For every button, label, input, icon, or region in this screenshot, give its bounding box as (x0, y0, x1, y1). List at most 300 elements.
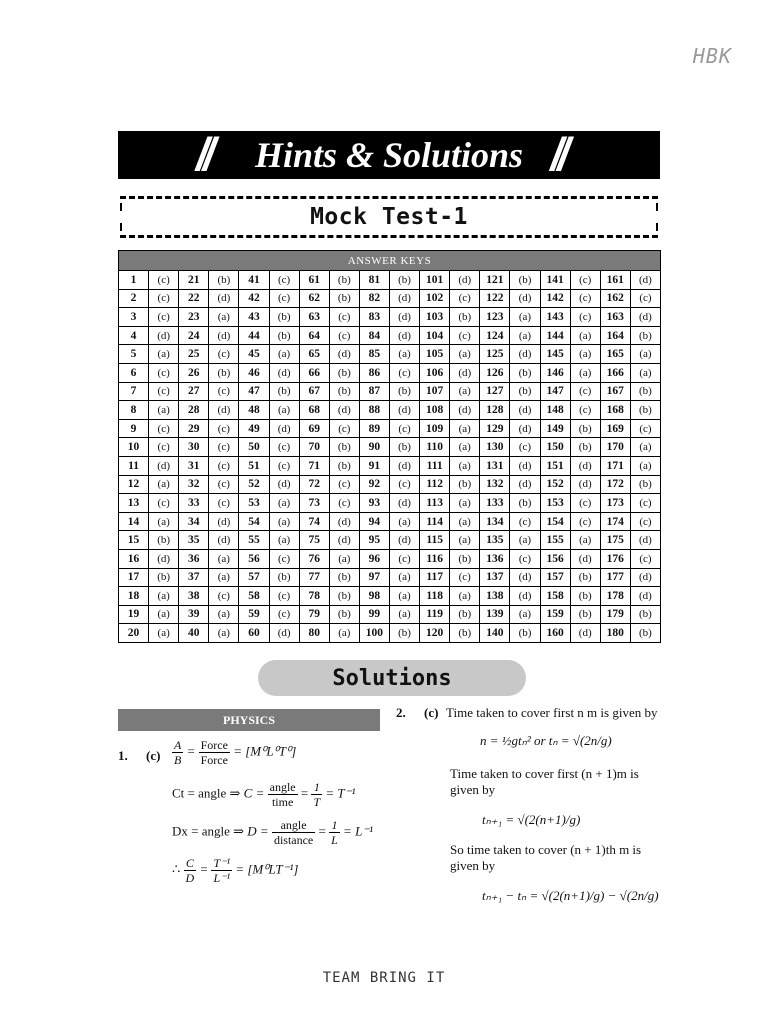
banner-slash-left: // (196, 128, 210, 180)
answer-cell: (a) (630, 456, 660, 475)
answer-cell: (c) (510, 512, 540, 531)
answer-cell: (c) (209, 587, 239, 606)
question-number-cell: 63 (299, 308, 329, 327)
question-number-cell: 120 (420, 624, 450, 643)
answer-cell: (b) (630, 401, 660, 420)
answer-cell: (c) (510, 549, 540, 568)
answer-cell: (d) (389, 531, 419, 550)
question-number-cell: 102 (420, 289, 450, 308)
answer-cell: (b) (209, 271, 239, 290)
question-number-cell: 155 (540, 531, 570, 550)
answer-cell: (d) (510, 587, 540, 606)
question-number-cell: 101 (420, 271, 450, 290)
answer-cell: (d) (630, 271, 660, 290)
question-number-cell: 35 (179, 531, 209, 550)
question-number-cell: 137 (480, 568, 510, 587)
answer-cell: (c) (630, 512, 660, 531)
question-number-cell: 30 (179, 438, 209, 457)
question-number-cell: 109 (420, 419, 450, 438)
question-number-cell: 145 (540, 345, 570, 364)
question-number-cell: 122 (480, 289, 510, 308)
answer-cell: (b) (269, 568, 299, 587)
answer-cell: (b) (329, 605, 359, 624)
answer-cell: (c) (209, 494, 239, 513)
q2-eq2: tₙ₊₁ = √(2(n+1)/g) (482, 812, 581, 827)
answer-cell: (c) (570, 289, 600, 308)
question-number-cell: 177 (600, 568, 630, 587)
answer-cell: (a) (570, 363, 600, 382)
question-number-cell: 117 (420, 568, 450, 587)
question-number-cell: 144 (540, 326, 570, 345)
q2-text2: Time taken to cover first (n + 1)m is given by (450, 766, 639, 797)
question-number-cell: 149 (540, 419, 570, 438)
question-number-cell: 118 (420, 587, 450, 606)
question-number-cell: 32 (179, 475, 209, 494)
q2-text1: Time taken to cover first n m is given by (446, 705, 658, 720)
answer-cell: (d) (510, 345, 540, 364)
question-number-cell: 121 (480, 271, 510, 290)
question-number-cell: 146 (540, 363, 570, 382)
question-number-cell: 94 (359, 512, 389, 531)
question-number-cell: 23 (179, 308, 209, 327)
table-row (119, 271, 661, 290)
answer-cell: (c) (329, 475, 359, 494)
banner-slash-right: // (550, 128, 564, 180)
q1-line2: Ct = angle ⇒ C = $\frac{\text{angle}}{\text{time}}$ = $\frac{1}{T}$ = T⁻¹ (172, 780, 356, 809)
question-number-cell: 152 (540, 475, 570, 494)
question-number-cell: 24 (179, 326, 209, 345)
answer-cell: (a) (149, 475, 179, 494)
answer-cell: (a) (149, 624, 179, 643)
question-number-cell: 178 (600, 587, 630, 606)
answer-cell: (b) (269, 382, 299, 401)
question-number-cell: 61 (299, 271, 329, 290)
answer-cell: (a) (329, 624, 359, 643)
q2-number: 2. (396, 705, 406, 720)
answer-cell: (a) (450, 494, 480, 513)
question-number-cell: 33 (179, 494, 209, 513)
answer-cell: (c) (149, 382, 179, 401)
answer-cell: (d) (570, 624, 600, 643)
answer-cell: (c) (269, 456, 299, 475)
answer-cell: (c) (510, 438, 540, 457)
answer-cell: (d) (389, 289, 419, 308)
question-number-cell: 20 (119, 624, 149, 643)
answer-cell: (b) (389, 271, 419, 290)
question-number-cell: 75 (299, 531, 329, 550)
question-number-cell: 180 (600, 624, 630, 643)
answer-cell: (a) (269, 401, 299, 420)
answer-cell: (b) (630, 382, 660, 401)
question-number-cell: 15 (119, 531, 149, 550)
answer-cell: (c) (389, 475, 419, 494)
answer-cell: (c) (450, 289, 480, 308)
question-number-cell: 93 (359, 494, 389, 513)
answer-cell: (d) (570, 456, 600, 475)
question-number-cell: 92 (359, 475, 389, 494)
answer-cell: (a) (269, 531, 299, 550)
question-number-cell: 116 (420, 549, 450, 568)
answer-cell: (b) (630, 605, 660, 624)
question-number-cell: 129 (480, 419, 510, 438)
question-number-cell: 103 (420, 308, 450, 327)
answer-cell: (a) (450, 438, 480, 457)
answer-cell: (d) (149, 456, 179, 475)
answer-cell: (a) (510, 531, 540, 550)
answer-cell: (c) (269, 289, 299, 308)
answer-cell: (a) (450, 419, 480, 438)
answer-cell: (a) (389, 512, 419, 531)
answer-cell: (a) (329, 549, 359, 568)
watermark-hbk: HBK (692, 44, 732, 68)
table-row (119, 401, 661, 420)
question-number-cell: 16 (119, 549, 149, 568)
answer-cell: (d) (389, 456, 419, 475)
answer-cell: (b) (630, 624, 660, 643)
question-number-cell: 163 (600, 308, 630, 327)
answer-cell: (a) (149, 512, 179, 531)
question-number-cell: 96 (359, 549, 389, 568)
solutions-title: Solutions (332, 665, 452, 691)
question-number-cell: 172 (600, 475, 630, 494)
question-number-cell: 113 (420, 494, 450, 513)
answer-cell: (b) (510, 363, 540, 382)
answer-cell: (b) (570, 568, 600, 587)
question-number-cell: 147 (540, 382, 570, 401)
answer-cell: (d) (269, 475, 299, 494)
question-number-cell: 74 (299, 512, 329, 531)
answer-cell: (b) (209, 363, 239, 382)
answer-cell: (c) (450, 568, 480, 587)
question-number-cell: 11 (119, 456, 149, 475)
question-number-cell: 29 (179, 419, 209, 438)
question-number-cell: 123 (480, 308, 510, 327)
question-number-cell: 104 (420, 326, 450, 345)
answer-cell: (b) (570, 587, 600, 606)
question-number-cell: 90 (359, 438, 389, 457)
question-number-cell: 43 (239, 308, 269, 327)
question-number-cell: 111 (420, 456, 450, 475)
answer-cell: (b) (630, 326, 660, 345)
question-number-cell: 156 (540, 549, 570, 568)
answer-cell: (d) (389, 308, 419, 327)
answer-cell: (c) (389, 363, 419, 382)
question-number-cell: 40 (179, 624, 209, 643)
solutions-heading (258, 660, 526, 696)
table-row (119, 531, 661, 550)
answer-cell: (b) (570, 438, 600, 457)
answer-cell: (c) (329, 326, 359, 345)
answer-cell: (d) (630, 587, 660, 606)
answer-cell: (b) (450, 308, 480, 327)
question-number-cell: 168 (600, 401, 630, 420)
question-number-cell: 49 (239, 419, 269, 438)
answer-cell: (c) (149, 363, 179, 382)
answer-cell: (a) (570, 326, 600, 345)
answer-cell: (c) (209, 345, 239, 364)
answer-cell: (a) (570, 531, 600, 550)
table-row (119, 475, 661, 494)
q1-line1: $\frac{A}{B}$ = $\frac{\text{Force}}{\text{Force}}$ = [M⁰L⁰T⁰] (174, 738, 297, 767)
table-row (119, 587, 661, 606)
answer-cell: (b) (329, 587, 359, 606)
question-number-cell: 153 (540, 494, 570, 513)
answer-cell: (c) (149, 308, 179, 327)
answer-cell: (c) (149, 271, 179, 290)
table-row (119, 363, 661, 382)
question-number-cell: 39 (179, 605, 209, 624)
question-number-cell: 2 (119, 289, 149, 308)
question-number-cell: 37 (179, 568, 209, 587)
table-row (119, 289, 661, 308)
answer-cell: (d) (209, 401, 239, 420)
question-number-cell: 21 (179, 271, 209, 290)
answer-cell: (a) (149, 587, 179, 606)
question-number-cell: 173 (600, 494, 630, 513)
question-number-cell: 166 (600, 363, 630, 382)
question-number-cell: 78 (299, 587, 329, 606)
answer-cell: (b) (570, 605, 600, 624)
question-number-cell: 170 (600, 438, 630, 457)
question-number-cell: 100 (359, 624, 389, 643)
question-number-cell: 19 (119, 605, 149, 624)
question-number-cell: 56 (239, 549, 269, 568)
answer-cell: (d) (510, 419, 540, 438)
answer-cell: (a) (450, 382, 480, 401)
answer-cell: (b) (570, 419, 600, 438)
question-number-cell: 139 (480, 605, 510, 624)
question-number-cell: 60 (239, 624, 269, 643)
table-row (119, 512, 661, 531)
question-number-cell: 95 (359, 531, 389, 550)
question-number-cell: 55 (239, 531, 269, 550)
question-number-cell: 67 (299, 382, 329, 401)
question-number-cell: 176 (600, 549, 630, 568)
answer-cell: (a) (269, 345, 299, 364)
question-number-cell: 9 (119, 419, 149, 438)
answer-cell: (c) (149, 289, 179, 308)
answer-cell: (c) (630, 289, 660, 308)
question-number-cell: 22 (179, 289, 209, 308)
question-number-cell: 171 (600, 456, 630, 475)
box-corner (650, 223, 658, 231)
answer-cell: (a) (209, 308, 239, 327)
question-number-cell: 174 (600, 512, 630, 531)
answer-cell: (c) (570, 512, 600, 531)
answer-cell: (d) (389, 326, 419, 345)
answer-cell: (b) (329, 363, 359, 382)
answer-cell: (a) (510, 326, 540, 345)
question-number-cell: 77 (299, 568, 329, 587)
table-row (119, 382, 661, 401)
answer-cell: (c) (149, 438, 179, 457)
question-number-cell: 127 (480, 382, 510, 401)
answer-cell: (c) (269, 549, 299, 568)
question-number-cell: 27 (179, 382, 209, 401)
answer-cell: (c) (269, 271, 299, 290)
answer-cell: (d) (450, 401, 480, 420)
question-number-cell: 88 (359, 401, 389, 420)
question-number-cell: 3 (119, 308, 149, 327)
q1-line4: ∴ $\frac{C}{D}$ = $\frac{\text{T⁻¹}}{\text{L⁻¹}}$ = [M⁰LT⁻¹] (172, 856, 299, 885)
answer-cell: (b) (510, 624, 540, 643)
question-number-cell: 169 (600, 419, 630, 438)
question-number-cell: 31 (179, 456, 209, 475)
answer-cell: (a) (389, 587, 419, 606)
table-row (119, 308, 661, 327)
question-number-cell: 41 (239, 271, 269, 290)
question-number-cell: 66 (299, 363, 329, 382)
question-number-cell: 99 (359, 605, 389, 624)
answer-cell: (b) (389, 382, 419, 401)
answer-cell: (b) (269, 326, 299, 345)
question-number-cell: 157 (540, 568, 570, 587)
answer-cell: (a) (389, 568, 419, 587)
question-number-cell: 142 (540, 289, 570, 308)
answer-cell: (c) (269, 605, 299, 624)
answer-keys-body (119, 271, 661, 643)
question-number-cell: 68 (299, 401, 329, 420)
question-number-cell: 54 (239, 512, 269, 531)
question-number-cell: 12 (119, 475, 149, 494)
question-number-cell: 80 (299, 624, 329, 643)
table-row (119, 494, 661, 513)
question-number-cell: 130 (480, 438, 510, 457)
table-row (119, 456, 661, 475)
question-number-cell: 91 (359, 456, 389, 475)
answer-cell: (c) (209, 475, 239, 494)
answer-cell: (d) (570, 549, 600, 568)
answer-cell: (a) (149, 605, 179, 624)
answer-cell: (d) (389, 494, 419, 513)
question-number-cell: 164 (600, 326, 630, 345)
answer-cell: (a) (209, 549, 239, 568)
question-number-cell: 18 (119, 587, 149, 606)
question-number-cell: 47 (239, 382, 269, 401)
q2-text3: So time taken to cover (n + 1)th m is given by (450, 842, 642, 873)
question-number-cell: 59 (239, 605, 269, 624)
answer-cell: (b) (329, 438, 359, 457)
answer-cell: (c) (329, 494, 359, 513)
answer-cell: (c) (149, 419, 179, 438)
answer-cell: (b) (269, 308, 299, 327)
question-number-cell: 62 (299, 289, 329, 308)
question-number-cell: 151 (540, 456, 570, 475)
question-number-cell: 128 (480, 401, 510, 420)
answer-cell: (b) (329, 382, 359, 401)
answer-cell: (b) (329, 456, 359, 475)
answer-cell: (a) (149, 401, 179, 420)
answer-cell: (b) (450, 549, 480, 568)
question-number-cell: 36 (179, 549, 209, 568)
answer-cell: (c) (570, 382, 600, 401)
question-number-cell: 98 (359, 587, 389, 606)
question-number-cell: 107 (420, 382, 450, 401)
answer-cell: (a) (269, 512, 299, 531)
physics-section-label: PHYSICS (118, 709, 380, 731)
question-number-cell: 135 (480, 531, 510, 550)
question-number-cell: 73 (299, 494, 329, 513)
question-number-cell: 38 (179, 587, 209, 606)
answer-cell: (a) (630, 363, 660, 382)
question-number-cell: 42 (239, 289, 269, 308)
answer-cell: (d) (329, 531, 359, 550)
answer-cell: (d) (510, 456, 540, 475)
answer-cell: (d) (630, 308, 660, 327)
question-number-cell: 72 (299, 475, 329, 494)
question-number-cell: 52 (239, 475, 269, 494)
question-number-cell: 14 (119, 512, 149, 531)
question-number-cell: 160 (540, 624, 570, 643)
answer-cell: (d) (389, 401, 419, 420)
box-corner (120, 223, 128, 231)
answer-cell: (a) (149, 345, 179, 364)
q2-option: (c) (424, 705, 439, 720)
question-number-cell: 97 (359, 568, 389, 587)
answer-cell: (d) (329, 512, 359, 531)
question-number-cell: 110 (420, 438, 450, 457)
question-number-cell: 124 (480, 326, 510, 345)
question-number-cell: 26 (179, 363, 209, 382)
answer-keys-table (118, 250, 661, 643)
answer-cell: (a) (209, 568, 239, 587)
question-number-cell: 79 (299, 605, 329, 624)
question-number-cell: 150 (540, 438, 570, 457)
answer-cell: (b) (329, 271, 359, 290)
answer-cell: (a) (450, 345, 480, 364)
hints-solutions-banner (118, 128, 660, 180)
answer-cell: (d) (450, 271, 480, 290)
answer-cell: (d) (209, 289, 239, 308)
answer-cell: (d) (209, 512, 239, 531)
question-number-cell: 45 (239, 345, 269, 364)
question-number-cell: 7 (119, 382, 149, 401)
question-number-cell: 119 (420, 605, 450, 624)
answer-cell: (b) (149, 531, 179, 550)
answer-cell: (a) (389, 605, 419, 624)
answer-cell: (a) (450, 512, 480, 531)
answer-cell: (a) (630, 345, 660, 364)
answer-cell: (d) (149, 326, 179, 345)
answer-cell: (d) (209, 326, 239, 345)
q1-line3: Dx = angle ⇒ D = $\frac{\text{angle}}{\text{distance}}$ = $\frac{1}{L}$ = L⁻¹ (172, 818, 374, 847)
question-number-cell: 51 (239, 456, 269, 475)
question-number-cell: 138 (480, 587, 510, 606)
question-number-cell: 105 (420, 345, 450, 364)
q2-eq3: tₙ₊₁ − tₙ = √(2(n+1)/g) − √(2n/g) (482, 888, 659, 903)
answer-cell: (d) (510, 289, 540, 308)
answer-cell: (d) (329, 345, 359, 364)
table-row (119, 549, 661, 568)
question-number-cell: 161 (600, 271, 630, 290)
question-number-cell: 44 (239, 326, 269, 345)
answer-cell: (c) (630, 419, 660, 438)
question-number-cell: 165 (600, 345, 630, 364)
question-number-cell: 179 (600, 605, 630, 624)
banner-title: Hints & Solutions (254, 135, 524, 175)
answer-cell: (c) (209, 382, 239, 401)
answer-cell: (a) (570, 345, 600, 364)
question-number-cell: 81 (359, 271, 389, 290)
question-number-cell: 158 (540, 587, 570, 606)
table-row (119, 419, 661, 438)
answer-cell: (b) (450, 475, 480, 494)
question-number-cell: 4 (119, 326, 149, 345)
answer-cell: (a) (450, 456, 480, 475)
question-number-cell: 53 (239, 494, 269, 513)
answer-keys-header: ANSWER KEYS (119, 251, 661, 271)
question-number-cell: 87 (359, 382, 389, 401)
